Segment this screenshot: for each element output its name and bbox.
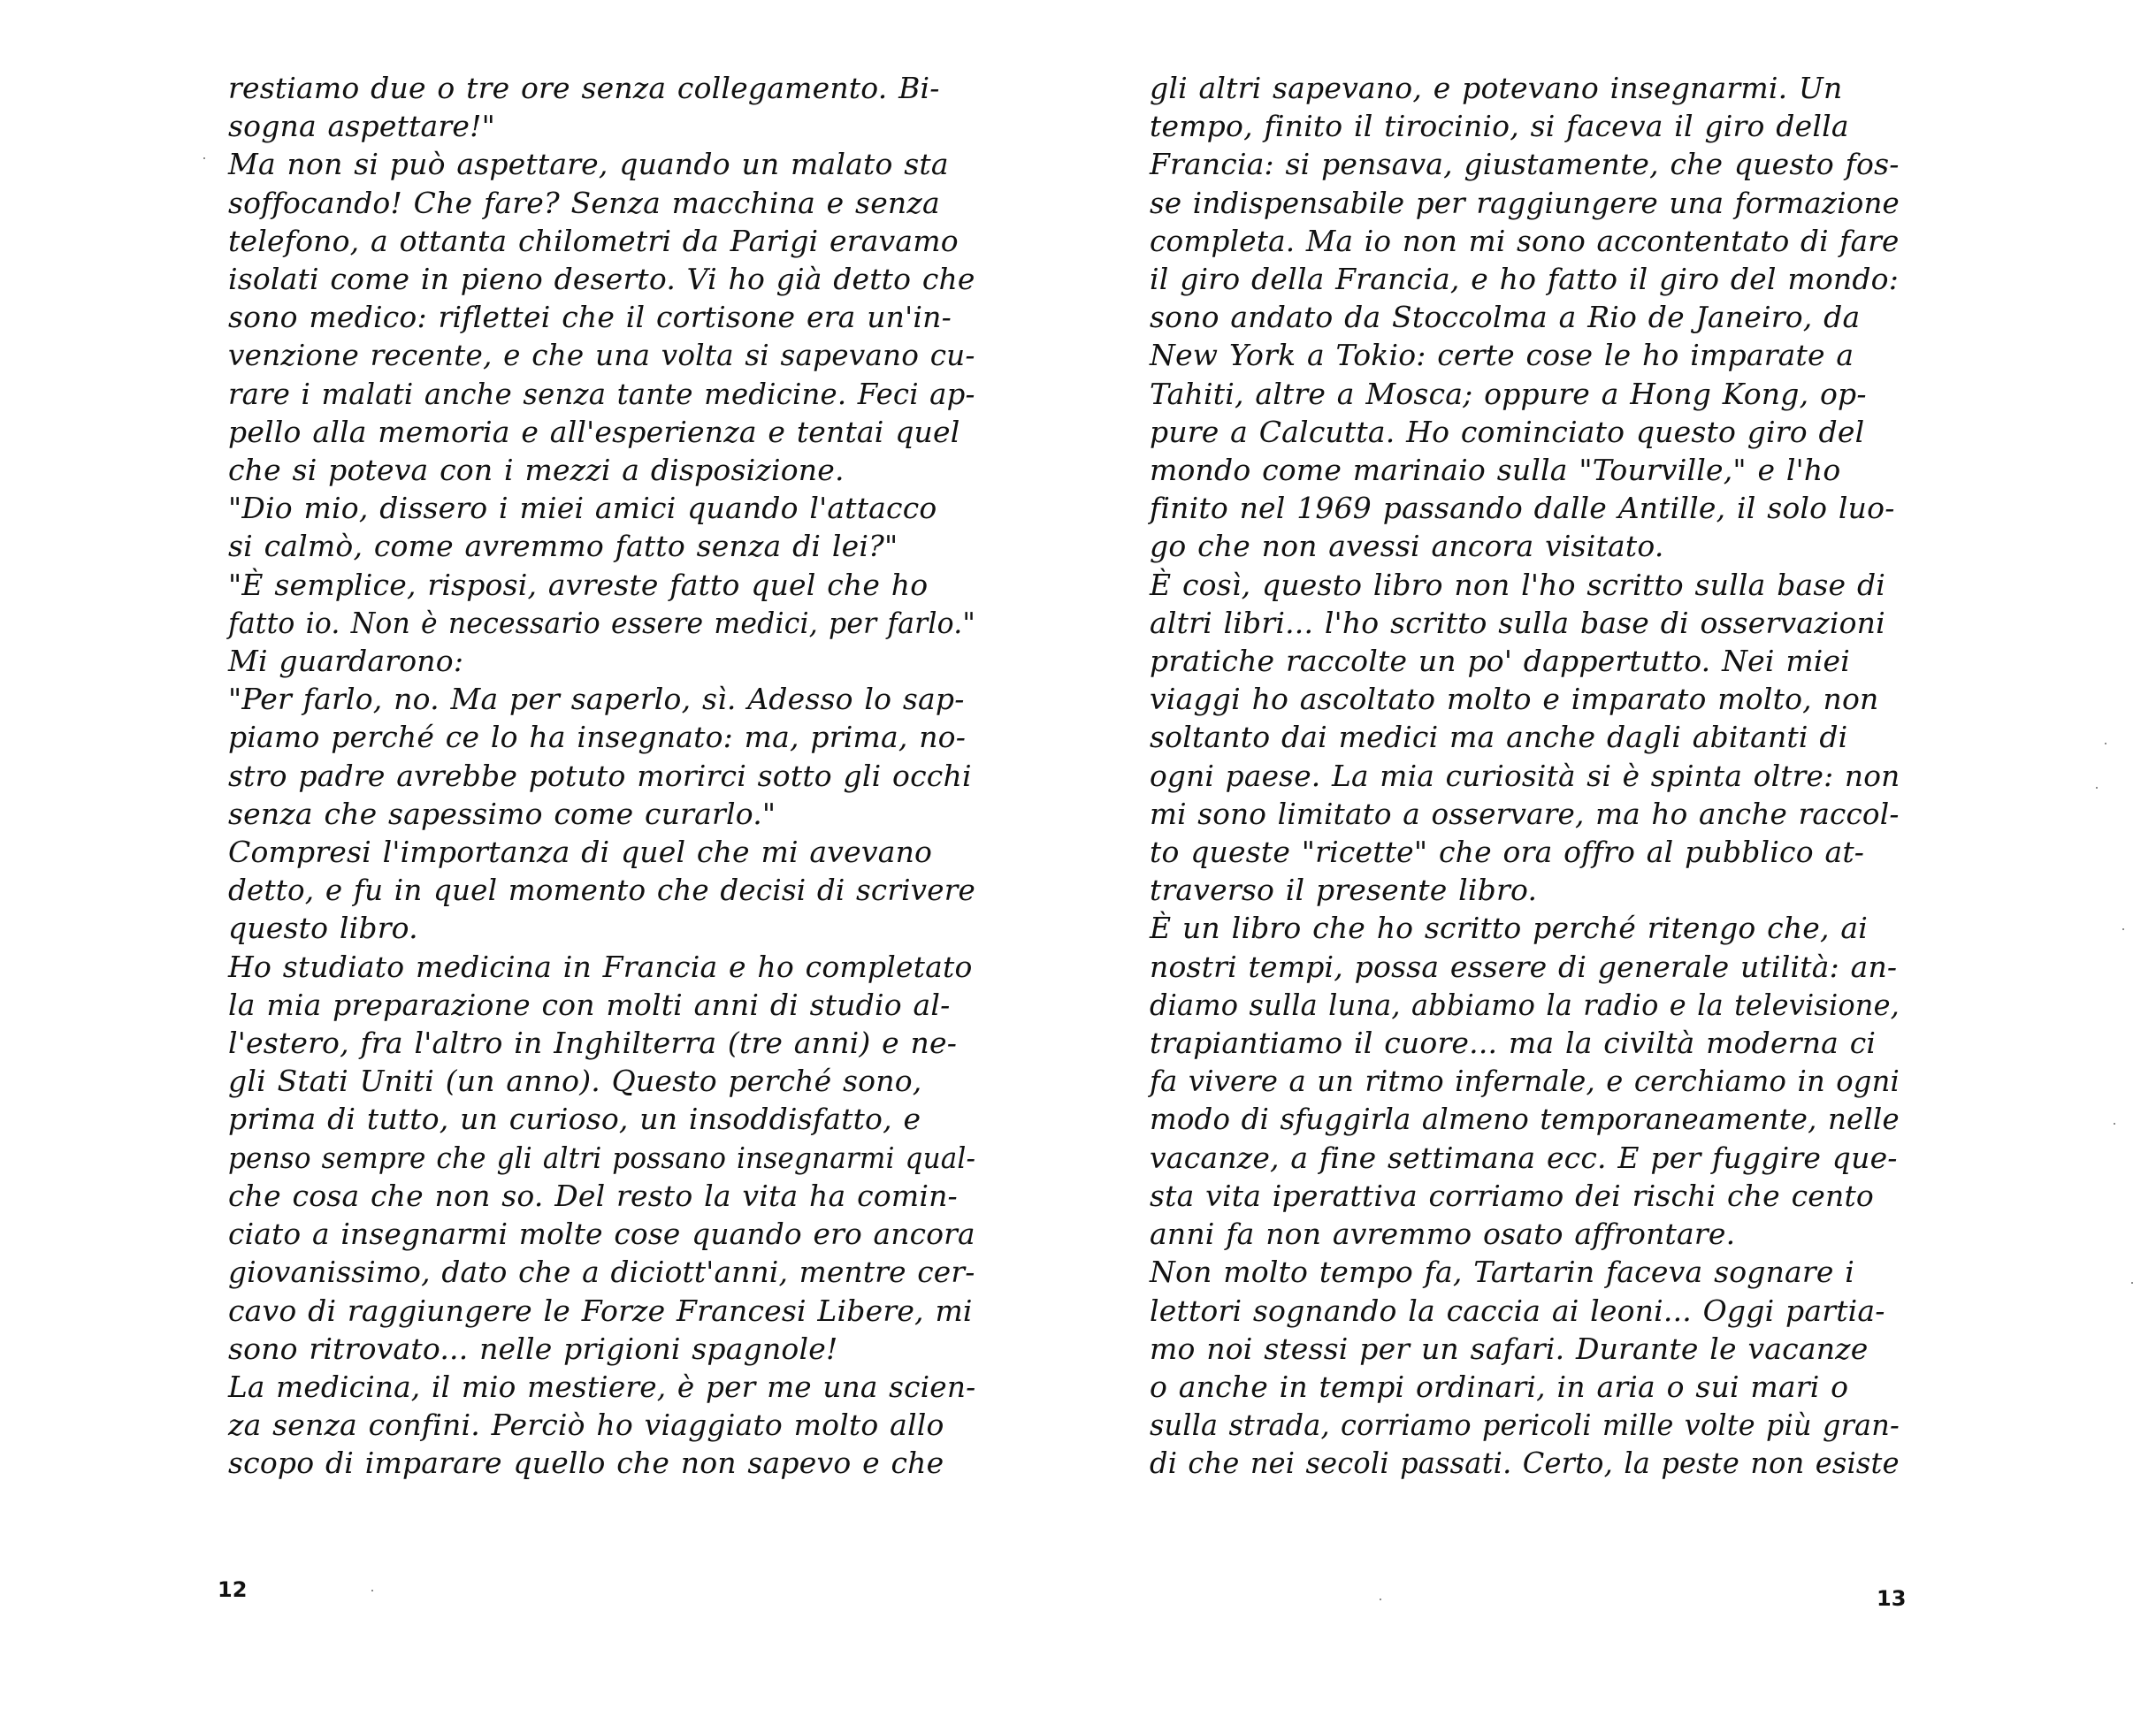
text-line: finito nel 1969 passando dalle Antille, il solo luo-	[1150, 491, 1895, 526]
text-line: che cosa che non so. Del resto la vita ha comin-	[228, 1178, 958, 1213]
text-line: prima di tutto, un curioso, un insoddisfatto, e	[228, 1102, 921, 1137]
scan-speck	[2122, 928, 2124, 930]
text-line: la mia preparazione con molti anni di studio al-	[228, 987, 951, 1022]
text-line: mi sono limitato a osservare, ma ho anche raccol-	[1150, 796, 1900, 831]
text-line: trapiantiamo il cuore... ma la civiltà moderna ci	[1150, 1026, 1877, 1061]
text-line: go che non avessi ancora visitato.	[1150, 529, 1664, 564]
text-line: Ma non si può aspettare, quando un malato sta	[228, 147, 949, 182]
text-line: sulla strada, corriamo pericoli mille volte più gran-	[1150, 1408, 1900, 1443]
text-line: È un libro che ho scritto perché ritengo che, ai	[1150, 911, 1869, 946]
text-line: tempo, finito il tirocinio, si faceva il giro della	[1150, 109, 1849, 144]
scan-speck	[2131, 1282, 2133, 1284]
text-line: vacanze, a fine settimana ecc. E per fuggire que-	[1150, 1140, 1898, 1175]
text-line: nostri tempi, possa essere di generale utilità: an-	[1150, 949, 1898, 984]
text-line: modo di sfuggirla almeno temporaneamente, nelle	[1150, 1102, 1900, 1137]
text-line: ogni paese. La mia curiosità si è spinta oltre: non	[1150, 758, 1900, 793]
text-line: La medicina, il mio mestiere, è per me una scien-	[228, 1369, 976, 1404]
left-page-text	[228, 69, 975, 1483]
scan-speck	[2105, 743, 2106, 744]
text-line: l'estero, fra l'altro in Inghilterra (tre anni) e ne-	[228, 1026, 958, 1061]
scan-speck	[2096, 787, 2098, 789]
text-line: fa vivere a un ritmo infernale, e cerchiamo in ogni	[1150, 1064, 1900, 1099]
right-page-text	[1150, 69, 1900, 1483]
text-line: scopo di imparare quello che non sapevo e che	[228, 1446, 944, 1481]
text-line: mo noi stessi per un safari. Durante le vacanze	[1150, 1331, 1869, 1366]
text-line: ciato a insegnarmi molte cose quando ero ancora	[228, 1217, 975, 1252]
text-line: pratiche raccolte un po' dappertutto. Nei miei	[1150, 644, 1851, 679]
text-line: viaggi ho ascoltato molto e imparato molto, non	[1150, 682, 1879, 717]
text-line: altri libri... l'ho scritto sulla base di osservazioni	[1150, 605, 1885, 640]
text-line: completa. Ma io non mi sono accontentato di fare	[1150, 223, 1900, 258]
scan-speck	[1380, 1599, 1381, 1600]
text-line: se indispensabile per raggiungere una formazione	[1150, 185, 1900, 220]
text-line: sono medico: riflettei che il cortisone era un'in-	[228, 300, 952, 335]
text-line: detto, e fu in quel momento che decisi di scrivere	[228, 873, 975, 908]
text-line: soffocando! Che fare? Senza macchina e senza	[228, 185, 940, 220]
text-line: Compresi l'importanza di quel che mi avevano	[228, 835, 933, 870]
text-line: pure a Calcutta. Ho cominciato questo giro del	[1150, 414, 1865, 449]
text-line: che si poteva con i mezzi a disposizione.	[228, 453, 845, 488]
text-line: giovanissimo, dato che a diciott'anni, mentre cer-	[228, 1255, 975, 1290]
text-line: anni fa non avremmo osato affrontare.	[1150, 1217, 1736, 1252]
text-line: È così, questo libro non l'ho scritto sulla base di	[1150, 567, 1886, 602]
text-line: venzione recente, e che una volta si sapevano cu-	[228, 338, 975, 373]
text-line: Non molto tempo fa, Tartarin faceva sognare i	[1150, 1255, 1855, 1290]
scan-speck	[371, 1590, 373, 1591]
right-page-number: 13	[1877, 1586, 1907, 1611]
text-line: isolati come in pieno deserto. Vi ho già detto che	[228, 262, 975, 297]
text-line: traverso il presente libro.	[1150, 873, 1538, 908]
text-line: Ho studiato medicina in Francia e ho completato	[228, 949, 973, 984]
text-line: gli Stati Uniti (un anno). Questo perché sono,	[228, 1064, 922, 1099]
text-line: "Dio mio, dissero i miei amici quando l'attacco	[228, 491, 937, 526]
text-line: di che nei secoli passati. Certo, la peste non esiste	[1150, 1446, 1900, 1481]
left-page-number: 12	[218, 1577, 248, 1602]
text-line: sta vita iperattiva corriamo dei rischi che cento	[1150, 1178, 1874, 1213]
text-line: sono andato da Stoccolma a Rio de Janeiro, da	[1150, 300, 1861, 335]
text-line: gli altri sapevano, e potevano insegnarmi. Un	[1150, 71, 1843, 105]
text-line: pello alla memoria e all'esperienza e tentai quel	[228, 414, 960, 449]
text-line: diamo sulla luna, abbiamo la radio e la televisione,	[1150, 987, 1900, 1022]
text-line: Tahiti, altre a Mosca; oppure a Hong Kong, op-	[1150, 376, 1867, 411]
text-line: sogna aspettare!"	[228, 109, 495, 144]
text-line: rare i malati anche senza tante medicine. Feci ap-	[228, 376, 975, 411]
text-line: cavo di raggiungere le Forze Francesi Libere, mi	[228, 1293, 973, 1328]
text-line: za senza confini. Perciò ho viaggiato molto allo	[228, 1408, 944, 1443]
text-line: stro padre avrebbe potuto morirci sotto gli occhi	[228, 758, 972, 793]
text-line: questo libro.	[228, 911, 418, 946]
text-line: il giro della Francia, e ho fatto il giro del mondo:	[1150, 262, 1900, 297]
text-line: fatto io. Non è necessario essere medici, per farlo."	[228, 605, 976, 640]
text-line: restiamo due o tre ore senza collegamento. Bi-	[228, 71, 940, 105]
text-line: Mi guardarono:	[228, 644, 464, 679]
text-line: penso sempre che gli altri possano insegnarmi qual-	[228, 1140, 976, 1175]
text-line: senza che sapessimo come curarlo."	[228, 796, 776, 831]
text-line: sono ritrovato... nelle prigioni spagnole!	[228, 1331, 838, 1366]
text-line: "Per farlo, no. Ma per saperlo, sì. Adesso lo sap-	[228, 682, 965, 717]
text-line: to queste "ricette" che ora offro al pubblico at-	[1150, 835, 1865, 870]
text-line: New York a Tokio: certe cose le ho imparate a	[1150, 338, 1854, 373]
text-line: si calmò, come avremmo fatto senza di lei?"	[228, 529, 898, 564]
text-line: piamo perché ce lo ha insegnato: ma, prima, no-	[228, 720, 967, 755]
text-line: mondo come marinaio sulla "Tourville," e l'ho	[1150, 453, 1841, 488]
text-line: telefono, a ottanta chilometri da Parigi eravamo	[228, 223, 959, 258]
text-line: "È semplice, risposi, avreste fatto quel che ho	[228, 567, 929, 602]
text-line: o anche in tempi ordinari, in aria o sui mari o	[1150, 1369, 1849, 1404]
scan-speck	[2114, 1123, 2115, 1125]
text-line: soltanto dai medici ma anche dagli abitanti di	[1150, 720, 1848, 755]
text-line: Francia: si pensava, giustamente, che questo fos-	[1150, 147, 1900, 182]
scan-speck	[203, 157, 205, 159]
text-line: lettori sognando la caccia ai leoni... Oggi partia-	[1150, 1293, 1885, 1328]
